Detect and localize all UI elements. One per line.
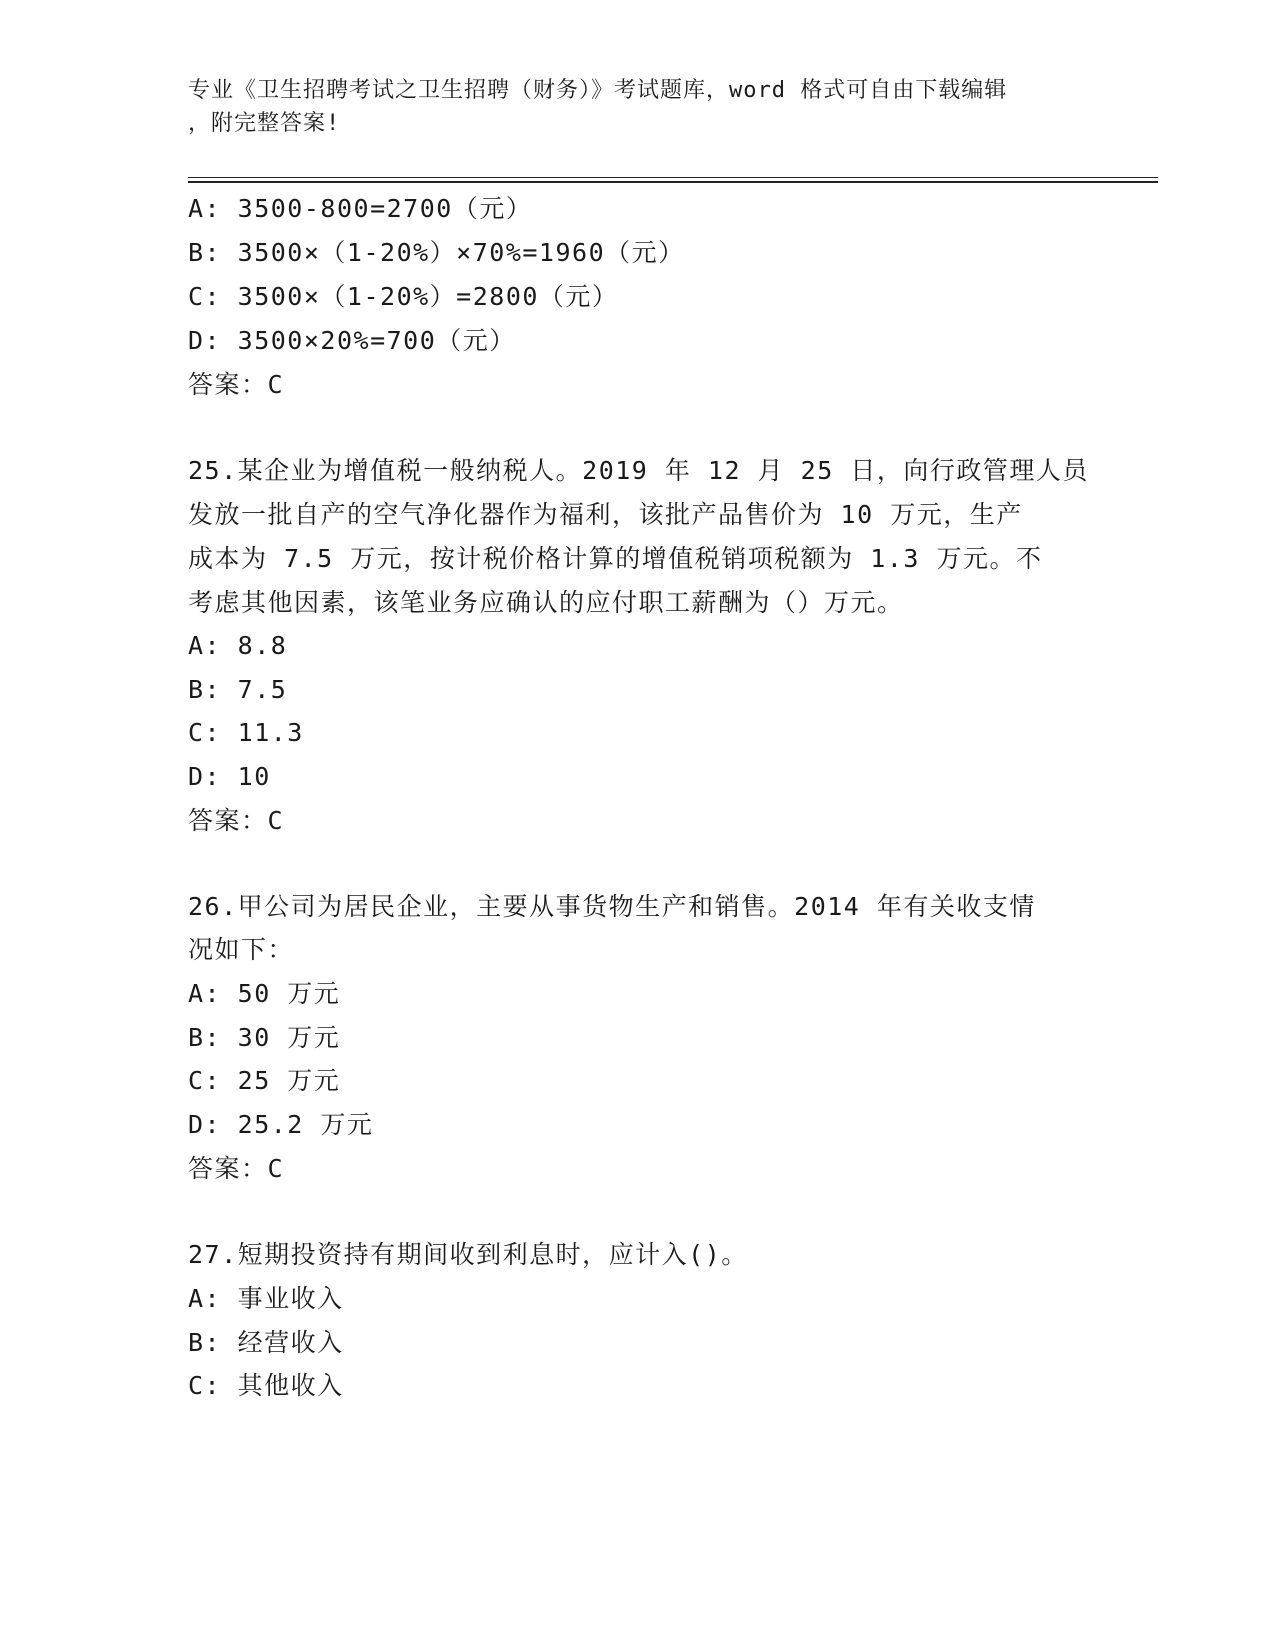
document-header (188, 74, 1088, 140)
q25-stem-line-4: 考虑其他因素，该笔业务应确认的应付职工薪酬为（）万元。 (188, 588, 904, 617)
q25-stem-line-2: 发放一批自产的空气净化器作为福利，该批产品售价为 10 万元，生产 (188, 500, 1023, 529)
q26-stem-line-2: 况如下： (188, 935, 295, 964)
q27-option-a: A: 事业收入 (188, 1284, 344, 1313)
q26-option-a: A: 50 万元 (188, 979, 341, 1008)
q24-option-d: D: 3500×20%=700（元） (188, 326, 516, 355)
q24-option-b: B: 3500×（1-20%）×70%=1960（元） (188, 238, 685, 267)
q24-option-a: A: 3500-800=2700（元） (188, 194, 533, 223)
header-divider-thin (188, 177, 1158, 178)
header-line-1: 专业《卫生招聘考试之卫生招聘（财务）》考试题库，word 格式可自由下载编辑 (188, 78, 1008, 103)
q25-answer: 答案：C (188, 806, 285, 835)
q27-stem-line-1: 27.短期投资持有期间收到利息时，应计入()。 (188, 1240, 748, 1269)
q24-answer: 答案：C (188, 370, 285, 399)
q25-stem-line-3: 成本为 7.5 万元，按计税价格计算的增值税销项税额为 1.3 万元。不 (188, 544, 1043, 573)
q26-answer: 答案：C (188, 1154, 285, 1183)
q24-option-c: C: 3500×（1-20%）=2800（元） (188, 282, 619, 311)
q26-stem-line-1: 26.甲公司为居民企业，主要从事货物生产和销售。2014 年有关收支情 (188, 892, 1036, 921)
q26-option-d: D: 25.2 万元 (188, 1110, 374, 1139)
q26-option-c: C: 25 万元 (188, 1066, 341, 1095)
q26-option-b: B: 30 万元 (188, 1023, 341, 1052)
header-divider-thick (188, 181, 1158, 183)
q25-option-b: B: 7.5 (188, 675, 288, 704)
q25-option-c: C: 11.3 (188, 718, 304, 747)
q27-option-b: B: 经营收入 (188, 1328, 344, 1357)
header-line-2: ，附完整答案! (188, 111, 341, 136)
q25-option-a: A: 8.8 (188, 631, 288, 660)
q27-option-c: C: 其他收入 (188, 1371, 344, 1400)
q25-option-d: D: 10 (188, 762, 271, 791)
q25-stem-line-1: 25.某企业为增值税一般纳税人。2019 年 12 月 25 日，向行政管理人员 (188, 456, 1089, 485)
